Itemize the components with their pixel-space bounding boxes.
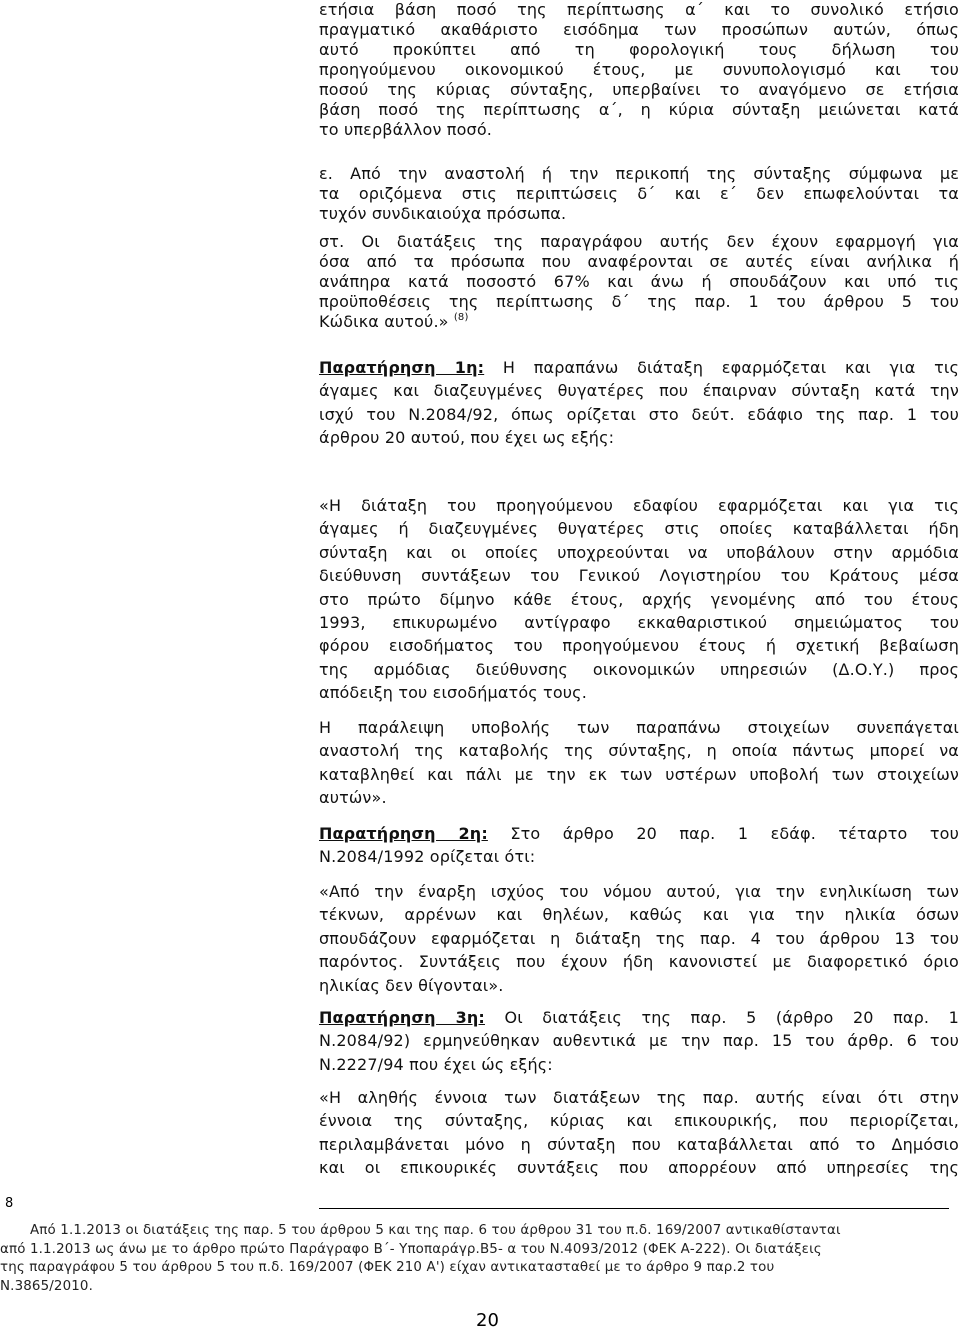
quote-3: [319, 1086, 959, 1180]
text-line: τέκνων, αρρένων και θηλέων, καθώς και για την ηλικία όσων: [319, 905, 959, 925]
text-line: ε. Από την αναστολή ή την περικοπή της σύνταξης σύμφωνα με: [319, 164, 959, 183]
text-line: [319, 1006, 959, 1029]
text-line: τα οριζόμενα στις περιπτώσεις δ΄ και ε΄ δεν επωφελούνται τα: [319, 184, 959, 203]
text-line: ανάπηρα κατά ποσοστό 67% και άνω ή σπουδάζουν και υπό τις: [319, 272, 959, 291]
text-line: «Η αληθής έννοια των διατάξεων της παρ. αυτής είναι ότι στην: [319, 1088, 959, 1107]
text-line: απόδειξη του εισοδήματός τους.: [319, 683, 587, 703]
text-line: παρόντος. Συντάξεις που έχουν ήδη κανονιστεί με διαφορετικό όριο: [319, 952, 959, 972]
text-line: αυτό προκύπτει από τη φορολογική τους δήλωση του: [319, 40, 959, 59]
text-line: στο πρώτο δίμηνο κάθε έτους, αρχής γενομένης από του έτους: [319, 589, 959, 609]
text-line: άρθρου 20 αυτού, που έχει ως εξής:: [319, 428, 615, 448]
footnote-separator: [319, 1208, 949, 1209]
text-line: [319, 356, 959, 379]
page-number: 20: [476, 1310, 499, 1331]
text-line: προηγούμενου οικονομικού έτους, με συνυπολογισμό και του: [319, 60, 959, 79]
text-line: Ν.2227/94 που έχει ώς εξής:: [319, 1054, 553, 1074]
note-label: Παρατήρηση 2η:: [319, 824, 488, 843]
text-line: διεύθυνση συντάξεων του Γενικού Λογιστηρίου του Κράτους μέσα: [319, 566, 959, 586]
text-line: έννοια της σύνταξης, κύριας και επικουρικής, που περιορίζεται,: [319, 1111, 959, 1131]
text-line: «Η διάταξη του προηγούμενου εδαφίου εφαρμόζεται και για τις: [319, 496, 959, 515]
footnote: [0, 1222, 952, 1296]
note-label: Παρατήρηση 1η:: [319, 358, 485, 377]
text-line: το υπερβάλλον ποσό.: [319, 120, 492, 139]
text-line: τυχόν συνδικαιούχα πρόσωπα.: [319, 204, 567, 223]
text-line: αναστολή της καταβολής της σύνταξης, η οποία πάντως μπορεί να: [319, 741, 959, 761]
text-fragment: Κώδικα αυτού.»: [319, 312, 449, 331]
text-line: άγαμες και διαζευγμένες θυγατέρες που έπαιρναν σύνταξη κατά την: [319, 381, 959, 401]
footnote-line: Από 1.1.2013 οι διατάξεις της παρ. 5 του άρθρου 5 και της παρ. 6 του άρθρου 31 του π.δ. 169/2007 αντικαθίστανται: [30, 1223, 841, 1238]
text-line: ετήσια βάση ποσό της περίπτωσης α΄ και το συνολικό ετήσιο: [319, 0, 959, 19]
footnote-mark: 8: [5, 1196, 14, 1211]
text-line: σπουδάζουν εφαρμόζεται η διάταξη της παρ. 4 του άρθρου 13 του: [319, 928, 959, 948]
text-fragment: Η παραπάνω διάταξη εφαρμόζεται και για τις: [484, 358, 959, 377]
text-line: πραγματικό ακαθάριστο εισόδημα των προσώπων αυτών, όπως: [319, 20, 959, 39]
text-line: προϋποθέσεις της περίπτωσης δ΄ της παρ. 1 του άρθρου 5 του: [319, 292, 959, 311]
text-line: σύνταξη και οι οποίες υποχρεούνται να υποβάλουν στην αρμόδια: [319, 542, 959, 562]
note-label: Παρατήρηση 3η:: [319, 1008, 485, 1027]
text-line: καταβληθεί και πάλι με την εκ των υστέρων υποβολή των στοιχείων: [319, 764, 959, 784]
text-line: ηλικίας δεν θίγονται».: [319, 975, 504, 995]
footnote-reference: (8): [453, 312, 469, 323]
footnote-line: Ν.3865/2010.: [0, 1278, 93, 1294]
text-line: περιλαμβάνεται μόνο η σύνταξη που καταβάλλεται από το Δημόσιο: [319, 1134, 959, 1154]
note-1: [319, 356, 959, 450]
text-line: Ν.2084/92) ερμηνεύθηκαν αυθεντικά με την παρ. 15 του άρθρ. 6 του: [319, 1031, 959, 1051]
text-line: Η παράλειψη υποβολής των παραπάνω στοιχείων συνεπάγεται: [319, 718, 959, 737]
text-fragment: Οι διατάξεις της παρ. 5 (άρθρο 20 παρ. 1: [484, 1008, 959, 1027]
text-line: άγαμες ή διαζευγμένες θυγατέρες στις οποίες καταβάλλεται ήδη: [319, 519, 959, 539]
text-line: της αρμόδιας διεύθυνσης οικονομικών υπηρεσιών (Δ.Ο.Υ.) προς: [319, 659, 959, 679]
footnote-line: από 1.1.2013 ως άνω με το άρθρο πρώτο Παράγραφο Β΄- Υποπαράγρ.Β5- α του Ν.4093/2012 (ΦΕΚ Α-222). Οι διατάξεις: [0, 1241, 822, 1257]
footnote-line: της παραγράφου 5 του άρθρου 5 του π.δ. 169/2007 (ΦΕΚ 210 Α') είχαν αντικατασταθεί με το άρθρο 9 παρ.2 του: [0, 1260, 775, 1276]
text-line: Ν.2084/1992 ορίζεται ότι:: [319, 847, 536, 867]
text-line: ισχύ του Ν.2084/92, όπως ορίζεται στο δεύτ. εδάφιο της παρ. 1 του: [319, 404, 959, 424]
note-2: [319, 822, 959, 869]
paragraph-case-e: [319, 164, 959, 224]
text-line: ποσού της κύριας σύνταξης, υπερβαίνει το αναγόμενο σε ετήσια: [319, 80, 959, 99]
text-line: φόρου εισοδήματος του προηγούμενου έτους ή σχετική βεβαίωση: [319, 636, 959, 656]
quote-1: [319, 494, 959, 705]
note-3: [319, 1006, 959, 1076]
text-fragment: Στο άρθρο 20 παρ. 1 εδάφ. τέταρτο του: [487, 824, 959, 843]
text-line: αυτών».: [319, 788, 387, 808]
text-line: βάση ποσό της περίπτωσης α΄, η κύρια σύνταξη μειώνεται κατά: [319, 100, 959, 119]
text-line: «Από την έναρξη ισχύος του νόμου αυτού, για την ενηλικίωση των: [319, 882, 959, 901]
text-line: όσα από τα πρόσωπα που αναφέρονται σε αυτές είναι ανήλικα ή: [319, 252, 959, 271]
quote-2: [319, 880, 959, 997]
text-line: στ. Οι διατάξεις της παραγράφου αυτής δεν έχουν εφαρμογή για: [319, 232, 959, 251]
text-line: [319, 822, 959, 845]
paragraph-continuation: [319, 0, 959, 140]
text-line: 1993, επικυρωμένο αντίγραφο εκκαθαριστικού σημειώματος του: [319, 612, 959, 632]
quote-1-continued: [319, 716, 959, 810]
text-line: [319, 312, 959, 332]
text-line: και οι επικουρικές συντάξεις που απορρέουν από υπηρεσίες της: [319, 1158, 959, 1178]
paragraph-case-st: [319, 232, 959, 332]
